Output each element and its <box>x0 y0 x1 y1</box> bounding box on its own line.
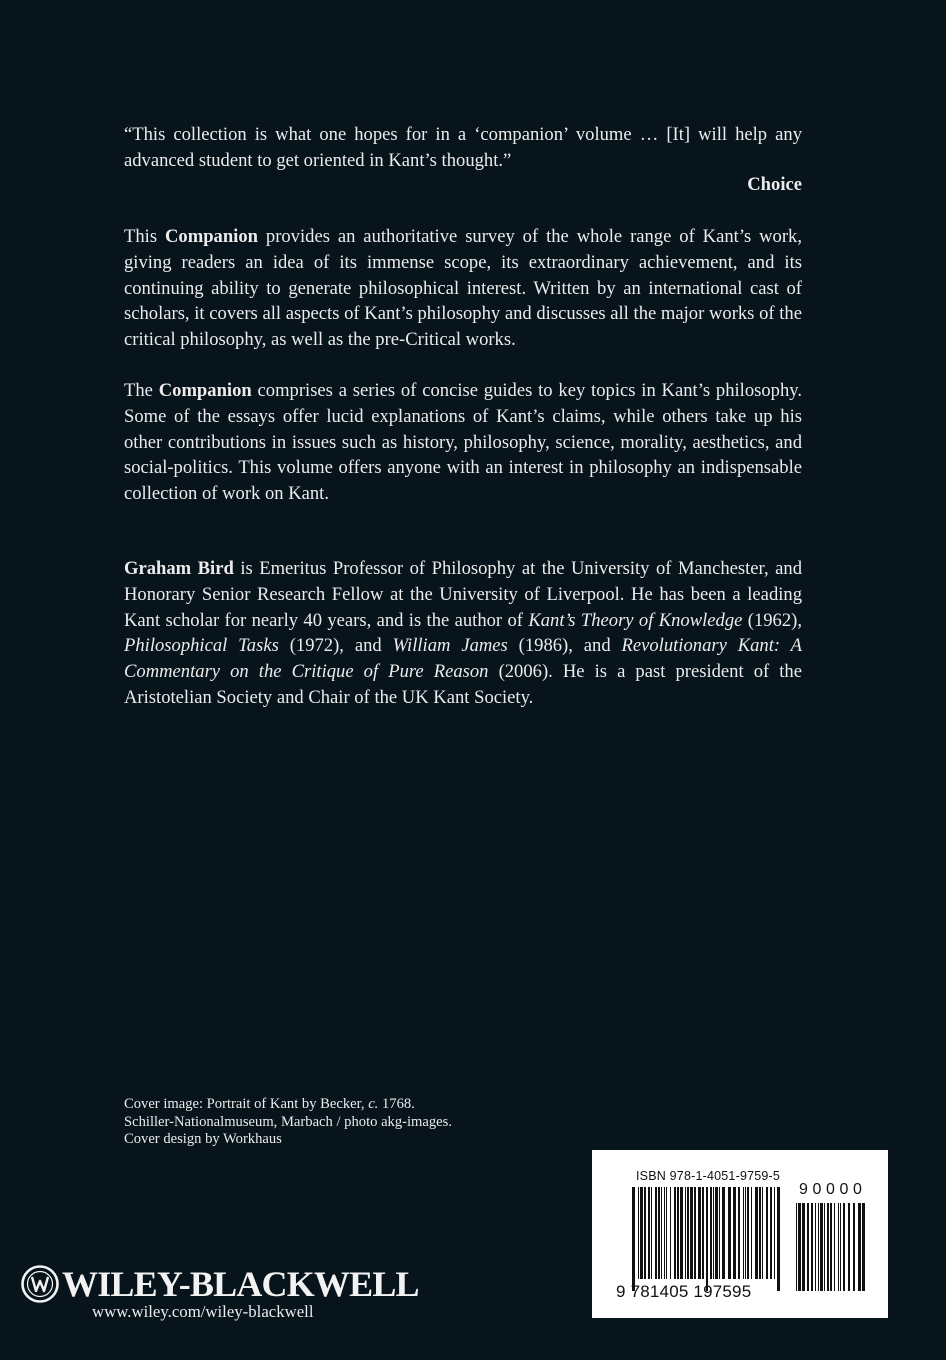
publisher-name: WILEY-BLACKWELL <box>62 1264 419 1304</box>
barcode-bar <box>644 1187 646 1279</box>
barcode-bar <box>719 1187 720 1279</box>
credit-line-design: Cover design by Workhaus <box>124 1131 282 1148</box>
barcode-bar <box>834 1203 835 1291</box>
barcode-bar <box>685 1187 686 1279</box>
barcode-bar <box>745 1187 746 1279</box>
barcode-bar <box>862 1203 865 1291</box>
barcode-bar <box>818 1203 819 1291</box>
credit-line-museum: Schiller-Nationalmuseum, Marbach / photo akg-images. <box>124 1113 452 1130</box>
barcode-bar <box>670 1187 671 1279</box>
barcode-bar <box>661 1187 662 1279</box>
barcode-bar <box>702 1187 704 1279</box>
barcode-bar <box>843 1203 845 1291</box>
barcode-bar <box>715 1187 718 1279</box>
publisher-url[interactable]: www.wiley.com/wiley-blackwell <box>92 1302 314 1321</box>
companion-term: Companion <box>158 380 252 401</box>
credit-line-image: Cover image: Portrait of Kant by Becker, c. 1768. <box>124 1096 415 1112</box>
ean-digits: 9 781405 197595 <box>616 1282 752 1301</box>
barcode-bar <box>820 1203 823 1291</box>
book-title: Revolutionary Kant: A Commentary on the Critique of Pure Reason <box>124 635 802 683</box>
addon-barcode-bars <box>796 1203 866 1291</box>
barcode-bar <box>807 1203 809 1291</box>
barcode-bar <box>747 1187 749 1279</box>
barcode-bar <box>687 1187 689 1279</box>
barcode-bar <box>815 1203 816 1291</box>
barcode-bar <box>658 1187 660 1279</box>
barcode-bar <box>759 1187 761 1279</box>
barcode-bar <box>713 1187 714 1279</box>
description-paragraph-2: The Companion comprises a series of concise guides to key topics in Kant’s philosophy. Some of the essays offer lucid explanations of Kant’s claims, while others take up his other contributions in issues such as history, philosophy, science, morality, aesthetics, and social-politics. This volume offers anyone with an interest in philosophy an indispensable collection of work on Kant. <box>124 380 802 505</box>
endorsement-source: Choice <box>747 174 802 195</box>
barcode-bar <box>796 1203 797 1291</box>
barcode-bar <box>666 1187 667 1279</box>
barcode-bar <box>648 1187 650 1279</box>
description-paragraph-1: This Companion provides an authoritative survey of the whole range of Kant’s work, giving readers an idea of its immense scope, its extraordinary achievement, and its continuing ability to generate philosophical interest. Written by an international cast of scholars, it covers all aspects of Kant’s philosophy and discusses all the major works of the critical philosophy, as well as the pre-Critical works. <box>124 226 802 351</box>
barcode-bar <box>848 1203 850 1291</box>
barcode-bar <box>798 1203 801 1291</box>
barcode-bar <box>811 1203 813 1291</box>
barcode-bar <box>710 1187 712 1279</box>
barcode-bar <box>827 1203 829 1291</box>
isbn-label: ISBN 978-1-4051-9759-5 <box>636 1169 781 1183</box>
barcode-bar <box>677 1187 679 1279</box>
barcode-bar <box>638 1187 639 1279</box>
companion-term: Companion <box>164 226 258 247</box>
barcode-bar <box>651 1187 652 1279</box>
book-title: Philosophical Tasks <box>124 635 279 657</box>
book-title: William James <box>392 635 508 657</box>
publisher-logo <box>20 1264 419 1304</box>
barcode-bar <box>738 1187 740 1279</box>
barcode-bar <box>694 1187 696 1279</box>
barcode-bar <box>853 1203 855 1291</box>
barcode-bar <box>770 1187 772 1279</box>
barcode-bar <box>743 1187 744 1279</box>
barcode-bar <box>777 1187 780 1291</box>
barcode-bar <box>755 1187 758 1279</box>
barcode-bar <box>632 1187 635 1291</box>
barcode-bar <box>766 1187 768 1279</box>
barcode-bar <box>664 1187 665 1279</box>
endorsement-quote: “This collection is what one hopes for in a ‘companion’ volume … [It] will help any advanced student to get oriented in Kant’s thought.” <box>124 124 802 171</box>
barcode-bar <box>762 1187 763 1279</box>
barcode-bar <box>655 1187 657 1279</box>
barcode-bar <box>722 1187 725 1279</box>
barcode-bar <box>802 1203 805 1291</box>
author-name: Graham Bird <box>124 558 234 579</box>
barcode-bar <box>830 1203 832 1291</box>
ean-barcode-bars <box>632 1187 782 1291</box>
barcode-bar <box>690 1187 693 1279</box>
barcode-bar <box>824 1203 825 1291</box>
book-title: Kant’s Theory of Knowledge <box>528 609 743 631</box>
barcode-bar <box>674 1187 676 1279</box>
barcode-bar <box>751 1187 752 1279</box>
wiley-logo-icon <box>20 1264 60 1304</box>
barcode-bar <box>840 1203 841 1291</box>
barcode-bar <box>838 1203 839 1291</box>
barcode <box>592 1150 888 1318</box>
barcode-bar <box>733 1187 736 1279</box>
barcode-bar <box>774 1187 775 1279</box>
author-bio: Graham Bird is Emeritus Professor of Philosophy at the University of Manchester, and Honorary Senior Research Fellow at the University of Liverpool. He has been a leading Kant scholar for nearly 40 years, and is the author of Kant’s Theory of Knowledge (1962), Philosophical Tasks (1972), and William James (1986), and Revolutionary Kant: A Commentary on the Critique of Pure Reason (2006). He is a past president of the Aristotelian Society and Chair of the UK Kant Society. <box>124 558 802 708</box>
barcode-bar <box>728 1187 731 1279</box>
barcode-bar <box>858 1203 861 1291</box>
barcode-bar <box>640 1187 643 1279</box>
cover-credits <box>124 1096 452 1149</box>
addon-digits: 90000 <box>799 1181 867 1198</box>
barcode-bar <box>680 1187 683 1279</box>
barcode-bar <box>706 1187 708 1291</box>
barcode-bar <box>698 1187 701 1279</box>
